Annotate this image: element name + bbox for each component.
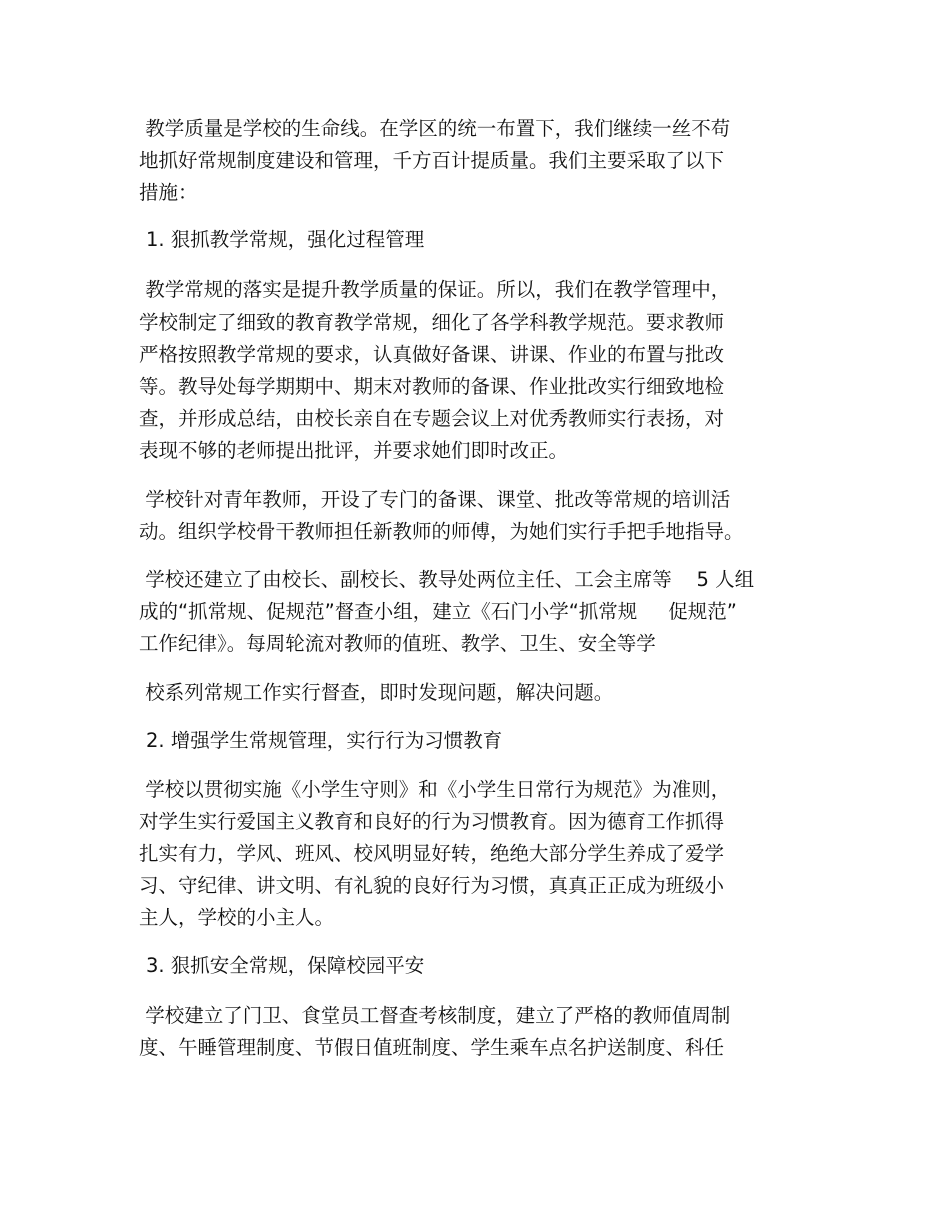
paragraph-line: 度、午睡管理制度、节假日值班制度、学生乘车点名护送制度、科任 (139, 1036, 725, 1059)
paragraph-line: 对学生实行爱国主义教育和良好的行为习惯教育。因为德育工作抓得 (139, 810, 725, 833)
paragraph-line: 工作纪律》。每周轮流对教师的值班、教学、卫生、安全等学 (139, 632, 656, 655)
paragraph-line: 习、守纪律、讲文明、有礼貌的良好行为习惯，真真正正成为班级小 (139, 874, 725, 897)
paragraph-line: 学校以贯彻实施《小学生守则》和《小学生日常行为规范》为准则， (139, 778, 731, 801)
section-heading: 1. 狠抓教学常规，强化过程管理 (146, 228, 425, 251)
paragraph-line: 地抓好常规制度建设和管理，千方百计提质量。我们主要采取了以下 (139, 149, 725, 172)
paragraph-line: 学校还建立了由校长、副校长、教导处两位主任、工会主席等 5 人组 (139, 568, 755, 591)
paragraph-line: 动。组织学校骨干教师担任新教师的师傅，为她们实行手把手地指导。 (139, 520, 744, 543)
paragraph-line: 扎实有力，学风、班风、校风明显好转，绝绝大部分学生养成了爱学 (139, 842, 725, 865)
paragraph-line: 严格按照教学常规的要求，认真做好备课、讲课、作业的布置与批改 (139, 343, 725, 366)
paragraph-line: 主人，学校的小主人。 (139, 906, 335, 929)
paragraph-line: 教学质量是学校的生命线。在学区的统一布置下，我们继续一丝不苟 (139, 117, 731, 140)
section-heading: 2. 增强学生常规管理，实行行为习惯教育 (146, 729, 503, 752)
paragraph-line: 学校针对青年教师，开设了专门的备课、课堂、批改等常规的培训活 (139, 488, 731, 511)
paragraph-line: 查，并形成总结，由校长亲自在专题会议上对优秀教师实行表扬，对 (139, 407, 725, 430)
paragraph-line: 校系列常规工作实行督查，即时发现问题，解决问题。 (139, 681, 614, 704)
paragraph-line: 措施： (139, 181, 198, 204)
paragraph-line: 学校制定了细致的教育教学常规，细化了各学科教学规范。要求教师 (139, 311, 725, 334)
section-heading: 3. 狠抓安全常规，保障校园平安 (146, 954, 425, 977)
paragraph-line: 表现不够的老师提出批评，并要求她们即时改正。 (139, 439, 569, 462)
paragraph-line: 成的“抓常规、促规范”督查小组，建立《石门小学“抓常规 促规范” (139, 600, 737, 623)
paragraph-line: 教学常规的落实是提升教学质量的保证。所以，我们在教学管理中， (139, 278, 731, 301)
paragraph-line: 学校建立了门卫、食堂员工督查考核制度，建立了严格的教师值周制 (139, 1004, 731, 1027)
paragraph-line: 等。教导处每学期期中、期末对教师的备课、作业批改实行细致地检 (139, 375, 725, 398)
